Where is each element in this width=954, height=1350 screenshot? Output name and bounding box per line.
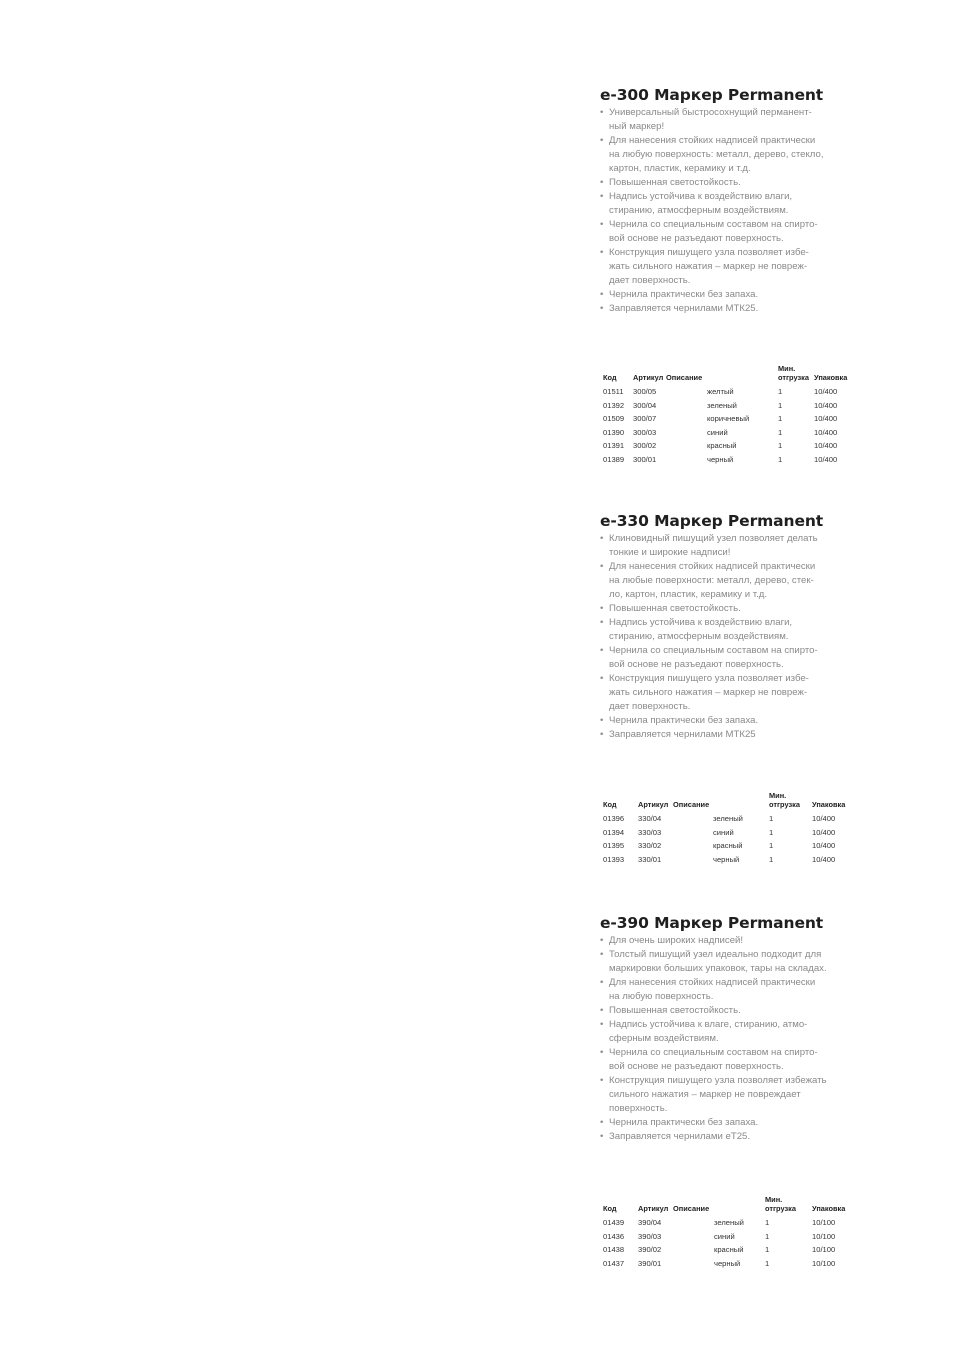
- cell-code: 01439: [603, 1218, 625, 1227]
- feature-item: • Для нанесения стойких надписей практически на любые поверхности: металл, дерево, стек- ло, картон, пластик, керамику и т.д.: [600, 560, 890, 602]
- feature-item: • Чернила со специальным составом на спирто- вой основе не разъедают поверхность.: [600, 1046, 890, 1074]
- cell-min: 1: [778, 441, 783, 451]
- feature-item: • Чернила практически без запаха.: [600, 714, 890, 728]
- feature-item: • Заправляется чернилами МТК25: [600, 728, 890, 742]
- cell-article: 330/03: [638, 827, 662, 837]
- cell-package: 10/400: [812, 854, 836, 864]
- cell-color: синий: [713, 827, 734, 837]
- cell-article: 300/02: [633, 441, 657, 451]
- feature-item: • Для очень широких надписей!: [600, 934, 890, 948]
- cell-color: красный: [714, 1245, 744, 1255]
- product-title: e-300 Маркер Permanent: [600, 86, 824, 104]
- cell-package: 10/400: [814, 400, 838, 410]
- feature-item: • Чернила со специальным составом на спирто- вой основе не разъедают поверхность.: [600, 218, 890, 246]
- header-description: Описание: [673, 799, 710, 809]
- feature-item: • Повышенная светостойкость.: [600, 602, 890, 616]
- table-row: [603, 426, 854, 440]
- cell-color: зеленый: [714, 1218, 744, 1227]
- cell-package: 10/400: [814, 387, 838, 396]
- cell-color: коричневый: [707, 414, 750, 424]
- cell-package: 10/100: [812, 1218, 836, 1227]
- cell-min: 1: [778, 387, 783, 396]
- spec-table: [603, 792, 852, 866]
- header-package: Упаковка: [812, 1203, 846, 1213]
- cell-package: 10/400: [814, 441, 838, 451]
- header-article: Артикул: [638, 799, 669, 809]
- product-e330: [600, 512, 890, 864]
- cell-description: [673, 839, 713, 853]
- cell-description: [673, 1257, 714, 1271]
- cell-min: 1: [765, 1231, 770, 1241]
- table-row: [603, 399, 854, 413]
- header-code: Код: [603, 372, 617, 382]
- cell-description: [666, 453, 707, 467]
- feature-item: • Универсальный быстросохнущий перманент- ный маркер!: [600, 106, 890, 134]
- cell-article: 300/07: [633, 414, 657, 424]
- cell-min: 1: [765, 1258, 770, 1268]
- table-header-row: [603, 792, 852, 812]
- cell-package: 10/400: [814, 414, 838, 424]
- cell-min: 1: [769, 814, 774, 823]
- cell-min: 1: [765, 1245, 770, 1255]
- feature-item: • Чернила со специальным составом на спирто- вой основе не разъедают поверхность.: [600, 644, 890, 672]
- header-color: [713, 792, 769, 812]
- feature-item: • Надпись устойчива к воздействию влаги, стиранию, атмосферным воздействиям.: [600, 616, 890, 644]
- spec-table-wrap: [603, 365, 854, 467]
- cell-description: [666, 439, 707, 453]
- feature-item: • Клиновидный пишущий узел позволяет делать тонкие и широкие надписи!: [600, 532, 890, 560]
- header-description: Описание: [673, 1203, 710, 1213]
- table-header-row: [603, 365, 854, 385]
- header-package: Упаковка: [814, 372, 848, 382]
- table-header-row: [603, 1196, 852, 1216]
- feature-item: • Конструкция пишущего узла позволяет избежать сильного нажатия – маркер не повреждает поверхность.: [600, 1074, 890, 1116]
- cell-code: 01394: [603, 827, 625, 837]
- header-color: [714, 1196, 765, 1216]
- feature-item: • Надпись устойчива к влаге, стиранию, атмо- сферным воздействиям.: [600, 1018, 890, 1046]
- header-description: Описание: [666, 372, 703, 382]
- cell-package: 10/400: [814, 427, 838, 437]
- cell-code: 01437: [603, 1258, 625, 1268]
- cell-article: 330/01: [638, 854, 662, 864]
- cell-description: [666, 399, 707, 413]
- feature-item: • Для нанесения стойких надписей практически на любую поверхность: металл, дерево, стекло, картон, пластик, керамику и т.д.: [600, 134, 890, 176]
- cell-code: 01390: [603, 427, 625, 437]
- header-min-shipment: Мин. отгрузка: [778, 364, 809, 382]
- cell-description: [673, 1230, 714, 1244]
- cell-color: черный: [707, 454, 734, 464]
- cell-article: 300/05: [633, 387, 657, 396]
- cell-article: 330/04: [638, 814, 662, 823]
- spec-table-wrap: [603, 792, 852, 866]
- header-code: Код: [603, 799, 617, 809]
- cell-description: [673, 1243, 714, 1257]
- cell-article: 390/01: [638, 1258, 662, 1268]
- table-row: [603, 1230, 852, 1244]
- table-row: [603, 385, 854, 399]
- cell-description: [673, 812, 713, 826]
- feature-list: [600, 106, 890, 316]
- feature-item: • Надпись устойчива к воздействию влаги, стиранию, атмосферным воздействиям.: [600, 190, 890, 218]
- feature-item: • Конструкция пишущего узла позволяет избе- жать сильного нажатия – маркер не повреж- дает поверхность.: [600, 672, 890, 714]
- cell-color: зеленый: [713, 814, 743, 823]
- cell-article: 390/03: [638, 1231, 662, 1241]
- table-row: [603, 826, 852, 840]
- cell-color: желтый: [707, 387, 734, 396]
- table-row: [603, 453, 854, 467]
- cell-code: 01391: [603, 441, 625, 451]
- cell-min: 1: [769, 841, 774, 851]
- cell-package: 10/100: [812, 1245, 836, 1255]
- feature-item: • Повышенная светостойкость.: [600, 176, 890, 190]
- cell-article: 330/02: [638, 841, 662, 851]
- table-row: [603, 853, 852, 867]
- cell-code: 01511: [603, 387, 624, 396]
- header-article: Артикул: [638, 1203, 669, 1213]
- cell-package: 10/400: [812, 841, 836, 851]
- header-color: [707, 365, 778, 385]
- cell-package: 10/400: [812, 827, 836, 837]
- cell-article: 390/04: [638, 1218, 662, 1227]
- header-package: Упаковка: [812, 799, 846, 809]
- spec-table: [603, 1196, 852, 1270]
- feature-item: • Заправляется чернилами МТК25.: [600, 302, 890, 316]
- feature-item: • Чернила практически без запаха.: [600, 288, 890, 302]
- cell-code: 01392: [603, 400, 625, 410]
- cell-color: красный: [707, 441, 737, 451]
- table-row: [603, 439, 854, 453]
- cell-min: 1: [769, 827, 774, 837]
- cell-package: 10/400: [814, 454, 838, 464]
- cell-package: 10/400: [812, 814, 836, 823]
- cell-code: 01436: [603, 1231, 625, 1241]
- feature-item: • Конструкция пишущего узла позволяет избе- жать сильного нажатия – маркер не повреж- дает поверхность.: [600, 246, 890, 288]
- cell-description: [673, 1216, 714, 1230]
- cell-description: [666, 412, 707, 426]
- spec-table: [603, 365, 854, 467]
- table-row: [603, 1216, 852, 1230]
- table-row: [603, 412, 854, 426]
- cell-color: черный: [714, 1258, 741, 1268]
- cell-package: 10/100: [812, 1258, 836, 1268]
- cell-min: 1: [765, 1218, 770, 1227]
- feature-item: • Повышенная светостойкость.: [600, 1004, 890, 1018]
- feature-item: • Чернила практически без запаха.: [600, 1116, 890, 1130]
- feature-item: • Заправляется чернилами eT25.: [600, 1130, 890, 1144]
- header-article: Артикул: [633, 372, 664, 382]
- product-e300: [600, 86, 890, 464]
- cell-color: черный: [713, 854, 740, 864]
- cell-description: [673, 826, 713, 840]
- cell-code: 01393: [603, 854, 625, 864]
- cell-code: 01396: [603, 814, 625, 823]
- table-row: [603, 812, 852, 826]
- feature-item: • Для нанесения стойких надписей практически на любую поверхность.: [600, 976, 890, 1004]
- cell-article: 300/04: [633, 400, 657, 410]
- table-row: [603, 1243, 852, 1257]
- cell-description: [666, 426, 707, 440]
- cell-package: 10/100: [812, 1231, 836, 1241]
- cell-description: [673, 853, 713, 867]
- header-min-shipment: Мин. отгрузка: [765, 1195, 796, 1213]
- header-code: Код: [603, 1203, 617, 1213]
- cell-min: 1: [778, 400, 783, 410]
- feature-item: • Толстый пишущий узел идеально подходит для маркировки больших упаковок, тары на складах.: [600, 948, 890, 976]
- table-row: [603, 1257, 852, 1271]
- cell-min: 1: [778, 414, 783, 424]
- feature-list: [600, 934, 890, 1144]
- spec-table-wrap: [603, 1196, 852, 1270]
- cell-description: [666, 385, 707, 399]
- product-e390: [600, 914, 890, 1268]
- table-row: [603, 839, 852, 853]
- cell-code: 01389: [603, 454, 625, 464]
- header-min-shipment: Мин. отгрузка: [769, 791, 800, 809]
- product-title: e-330 Маркер Permanent: [600, 512, 824, 530]
- cell-color: синий: [707, 427, 728, 437]
- cell-min: 1: [778, 454, 783, 464]
- cell-color: зеленый: [707, 400, 737, 410]
- cell-min: 1: [769, 854, 774, 864]
- cell-color: синий: [714, 1231, 735, 1241]
- cell-color: красный: [713, 841, 743, 851]
- product-title: e-390 Маркер Permanent: [600, 914, 824, 932]
- feature-list: [600, 532, 890, 742]
- cell-code: 01438: [603, 1245, 625, 1255]
- cell-article: 300/03: [633, 427, 657, 437]
- cell-article: 390/02: [638, 1245, 662, 1255]
- cell-code: 01509: [603, 414, 625, 424]
- cell-min: 1: [778, 427, 783, 437]
- cell-code: 01395: [603, 841, 625, 851]
- cell-article: 300/01: [633, 454, 657, 464]
